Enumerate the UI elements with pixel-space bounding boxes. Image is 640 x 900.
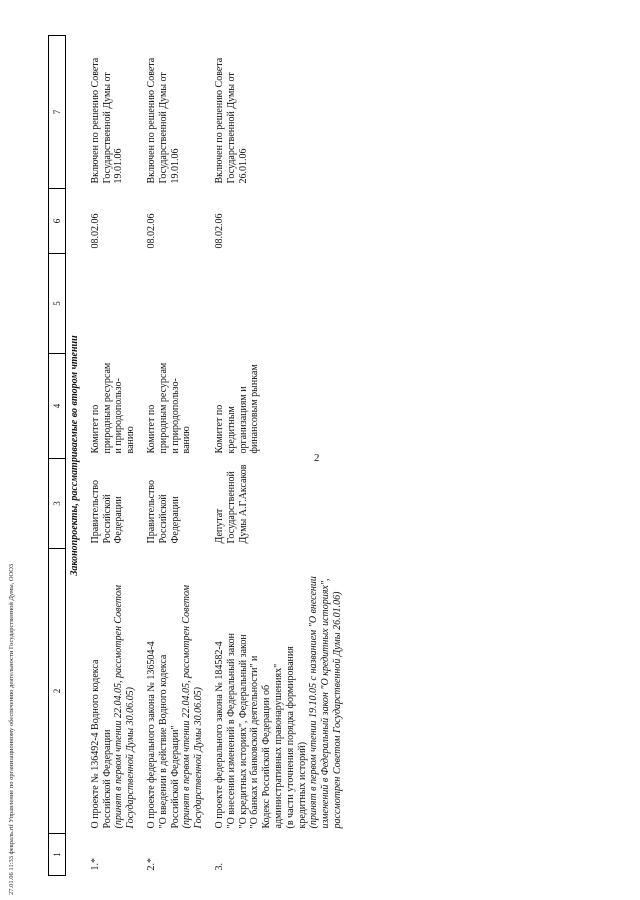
status-cell: Включен по решению Совета Государственной Думы от 26.01.06 [213, 57, 249, 184]
bill-title-line: административных правонарушениях" [272, 663, 284, 829]
bills-table [48, 35, 350, 876]
bill-title-cell [87, 549, 143, 834]
column-header: 1 [49, 834, 66, 876]
column-header: 4 [49, 354, 66, 459]
date-cell: 08.02.06 [145, 213, 157, 249]
document-footer: 27.01.06 11:33 февраль.rtf Управление по организационному обеспечению деятельности Государственной Думы, ООО3 [8, 563, 15, 895]
column-header-row [49, 36, 66, 876]
bill-note: (принят в первом чтении 19.10.05 с названием "О внесении изменений в Федеральный закон "О кредитных историях", рассмотрен Советом Государственной Думы 26.01.06) [308, 576, 343, 829]
bill-title-line: Российской Федерации" [169, 725, 181, 829]
bill-title-line: О проекте федерального закона № 136504-4 [145, 641, 157, 829]
column-header: 6 [49, 189, 66, 254]
committee-cell: Комитет по природным ресурсам и природопользо-ванию [145, 362, 193, 454]
bill-title-line: "О внесении изменений в Федеральный закон [225, 633, 237, 829]
column-header: 5 [49, 254, 66, 354]
bill-title-line: "О банках и банковской деятельности" и [249, 655, 261, 829]
author-cell: Депутат Государственной Думы А.Г.Аксаков [213, 464, 249, 544]
bill-title-line: кредитных историй) [296, 741, 308, 829]
column-5-cell [87, 254, 143, 354]
date-cell: 08.02.06 [89, 213, 101, 249]
status-cell: Включен по решению Совета Государственной Думы от 19.01.06 [145, 57, 181, 184]
row-number: 1.* [89, 858, 101, 871]
row-number: 3. [213, 863, 225, 871]
bill-title-line: (в части уточнения порядка формирования [284, 646, 296, 829]
rotated-table-block [48, 36, 598, 876]
bill-title-cell [211, 549, 350, 834]
section-title: Законопроекты, рассматриваемые во втором чтении [69, 335, 80, 576]
committee-cell: Комитет по кредитным организациям и финансовым рынкам [213, 364, 261, 454]
bill-title-line: О проекте федерального закона № 184582-4 [213, 641, 225, 829]
bill-note: (принят в первом чтении 22.04.05, рассмотрен Советом Государственной Думы 30.06.05) [181, 584, 205, 829]
committee-cell: Комитет по природным ресурсам и природопользо-ванию [89, 362, 137, 454]
table-row [211, 36, 350, 876]
status-cell: Включен по решению Совета Государственной Думы от 19.01.06 [89, 57, 125, 184]
author-cell: Правительство Российской Федерации [89, 479, 125, 544]
bill-title-line: "О кредитных историях", Федеральный закон [237, 634, 249, 829]
column-5-cell [211, 254, 350, 354]
table-row [87, 36, 143, 876]
row-number: 2.* [145, 858, 157, 871]
bill-title-line: О проекте № 136492-4 Водного кодекса [89, 659, 101, 829]
column-5-cell [143, 254, 211, 354]
bill-title-line: "О введении в действие Водного кодекса [157, 654, 169, 829]
bill-title-line: Российской Федерации [101, 729, 113, 829]
author-cell: Правительство Российской Федерации [145, 479, 181, 544]
column-header: 2 [49, 549, 66, 834]
column-header: 3 [49, 459, 66, 549]
table-row [143, 36, 211, 876]
column-header: 7 [49, 36, 66, 189]
page-number: 2 [314, 452, 320, 464]
bill-note: (принят в первом чтении 22.04.05, рассмотрен Советом Государственной Думы 30.06.05) [113, 584, 137, 829]
bill-title-cell [143, 549, 211, 834]
bill-title-line: Кодекс Российской Федерации об [261, 684, 273, 829]
date-cell: 08.02.06 [213, 213, 225, 249]
